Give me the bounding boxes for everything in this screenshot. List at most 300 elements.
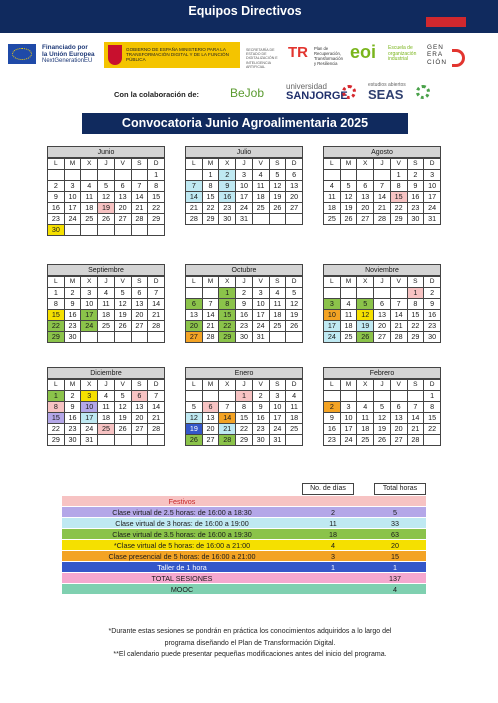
day-cell: 21 (390, 321, 407, 332)
summary-label: *Clase virtual de 5 horas: de 16:00 a 21:00 (113, 541, 251, 550)
day-cell: 24 (81, 321, 98, 332)
day-cell: 24 (269, 424, 286, 435)
bejob-logo: BeJob (230, 86, 265, 100)
collab-label: Con la colaboración de: (114, 90, 200, 99)
day-cell: 10 (81, 402, 98, 413)
summary-row (62, 529, 426, 540)
day-cell: 4 (98, 288, 115, 299)
day-cell: 7 (219, 402, 236, 413)
day-cell: 17 (236, 192, 253, 203)
summary-hours: 33 (391, 519, 399, 528)
empty-cell (202, 288, 219, 299)
day-cell: 22 (48, 424, 65, 435)
weekday-header: D (286, 277, 303, 288)
day-cell: 22 (390, 203, 407, 214)
day-cell: 6 (390, 402, 407, 413)
empty-cell (324, 170, 341, 181)
summary-row (62, 507, 426, 518)
day-cell: 2 (64, 288, 81, 299)
month-name: Agosto (323, 146, 441, 158)
weekday-header: V (114, 380, 131, 391)
summary-hours: 20 (391, 541, 399, 550)
day-cell: 5 (114, 391, 131, 402)
summary-label: Taller de 1 hora (157, 563, 207, 572)
month-noviembre (323, 264, 441, 343)
day-cell: 16 (64, 413, 81, 424)
day-cell: 8 (407, 299, 424, 310)
empty-cell (357, 288, 374, 299)
weekday-header: D (148, 380, 165, 391)
day-cell: 7 (374, 181, 391, 192)
day-cell: 2 (64, 391, 81, 402)
day-cell: 16 (252, 413, 269, 424)
day-cell: 15 (202, 192, 219, 203)
day-cell: 10 (424, 181, 441, 192)
day-cell: 9 (219, 181, 236, 192)
weekday-header: M (340, 277, 357, 288)
empty-cell (374, 170, 391, 181)
weekday-header: X (219, 277, 236, 288)
day-cell: 31 (81, 435, 98, 446)
day-cell: 27 (114, 214, 131, 225)
day-cell: 20 (357, 203, 374, 214)
month-name: Febrero (323, 367, 441, 379)
eoi-logo: eoi (350, 42, 377, 62)
day-cell: 10 (236, 181, 253, 192)
day-cell: 2 (407, 170, 424, 181)
empty-cell (64, 170, 81, 181)
day-cell: 29 (48, 332, 65, 343)
month-name: Junio (47, 146, 165, 158)
day-cell: 22 (424, 424, 441, 435)
footnote-2: programa diseñando el Plan de Transformación Digital. (164, 639, 336, 647)
empty-cell (131, 225, 148, 236)
weekday-header: V (252, 159, 269, 170)
day-cell: 17 (269, 413, 286, 424)
day-cell: 28 (131, 214, 148, 225)
summary-label: Festivos (168, 497, 196, 506)
day-cell: 21 (148, 413, 165, 424)
day-cell: 7 (148, 288, 165, 299)
empty-cell (131, 435, 148, 446)
empty-cell (340, 170, 357, 181)
day-cell: 12 (374, 413, 391, 424)
weekday-header: V (252, 277, 269, 288)
day-cell: 21 (148, 310, 165, 321)
empty-cell (81, 225, 98, 236)
empty-cell (114, 170, 131, 181)
day-cell: 4 (81, 181, 98, 192)
day-cell: 24 (324, 332, 341, 343)
day-cell: 26 (114, 321, 131, 332)
month-julio (185, 146, 303, 225)
day-cell: 20 (202, 424, 219, 435)
generacion-logo: GEN ERA CIÓN (427, 44, 447, 66)
day-cell: 22 (219, 321, 236, 332)
day-cell: 26 (374, 435, 391, 446)
summary-days: 11 (329, 519, 337, 528)
summary-label: MOOC (170, 585, 194, 594)
weekday-header: J (98, 277, 115, 288)
day-cell: 27 (131, 321, 148, 332)
day-cell: 19 (98, 203, 115, 214)
weekday-header: D (424, 277, 441, 288)
day-cell: 27 (286, 203, 303, 214)
day-cell: 6 (114, 181, 131, 192)
day-cell: 3 (340, 402, 357, 413)
day-cell: 17 (252, 310, 269, 321)
weekday-header: L (324, 159, 341, 170)
day-cell: 8 (48, 402, 65, 413)
day-cell: 3 (236, 170, 253, 181)
day-cell: 28 (186, 214, 203, 225)
day-cell: 5 (374, 402, 391, 413)
day-cell: 27 (202, 435, 219, 446)
day-cell: 31 (424, 214, 441, 225)
day-cell: 28 (219, 435, 236, 446)
day-cell: 10 (340, 413, 357, 424)
day-cell: 18 (357, 424, 374, 435)
day-cell: 29 (48, 435, 65, 446)
weekday-header: D (148, 159, 165, 170)
day-cell: 26 (114, 424, 131, 435)
empty-cell (81, 170, 98, 181)
day-cell: 3 (81, 288, 98, 299)
day-cell: 19 (374, 424, 391, 435)
day-cell: 29 (390, 214, 407, 225)
weekday-header: X (357, 277, 374, 288)
day-cell: 8 (424, 402, 441, 413)
day-cell: 30 (236, 332, 253, 343)
day-cell: 12 (269, 181, 286, 192)
empty-cell (64, 225, 81, 236)
eu-logo-text: Financiado por la Unión Europea NextGenerationEU (42, 44, 95, 64)
empty-cell (424, 435, 441, 446)
col-days-header: No. de días (302, 483, 354, 495)
day-cell: 9 (407, 181, 424, 192)
weekday-header: M (64, 277, 81, 288)
day-cell: 5 (98, 181, 115, 192)
day-cell: 1 (48, 391, 65, 402)
day-cell: 29 (219, 332, 236, 343)
day-cell: 25 (357, 435, 374, 446)
day-cell: 20 (131, 413, 148, 424)
footnotes (70, 626, 430, 661)
day-cell: 17 (424, 192, 441, 203)
weekday-header: S (407, 380, 424, 391)
sanjorge-logo: universidad SANJORGE (286, 82, 348, 102)
empty-cell (357, 170, 374, 181)
weekday-header: V (114, 277, 131, 288)
day-cell: 6 (131, 391, 148, 402)
day-cell: 13 (202, 413, 219, 424)
day-cell: 15 (236, 413, 253, 424)
day-cell: 26 (269, 203, 286, 214)
day-cell: 14 (374, 192, 391, 203)
day-cell: 9 (64, 402, 81, 413)
weekday-header: M (64, 159, 81, 170)
weekday-header: D (148, 277, 165, 288)
day-cell: 8 (48, 299, 65, 310)
day-cell: 1 (148, 170, 165, 181)
day-cell: 17 (64, 203, 81, 214)
col-hours-header: Total horas (374, 483, 426, 495)
empty-cell (114, 225, 131, 236)
day-cell: 14 (131, 192, 148, 203)
month-diciembre (47, 367, 165, 446)
day-cell: 8 (148, 181, 165, 192)
weekday-header: X (357, 159, 374, 170)
seas-logo: estudios abiertos SEAS (368, 82, 406, 102)
day-cell: 13 (390, 413, 407, 424)
weekday-header: X (81, 159, 98, 170)
month-junio (47, 146, 165, 236)
day-cell: 27 (186, 332, 203, 343)
weekday-header: D (286, 159, 303, 170)
empty-cell (114, 332, 131, 343)
summary-hours: 4 (393, 585, 397, 594)
day-cell: 20 (131, 310, 148, 321)
weekday-header: M (340, 380, 357, 391)
empty-cell (269, 214, 286, 225)
day-cell: 3 (64, 181, 81, 192)
empty-cell (286, 435, 303, 446)
day-cell: 7 (131, 181, 148, 192)
weekday-header: J (374, 380, 391, 391)
empty-cell (286, 214, 303, 225)
weekday-header: X (219, 159, 236, 170)
day-cell: 30 (48, 225, 65, 236)
weekday-header: J (236, 159, 253, 170)
day-cell: 15 (407, 310, 424, 321)
summary-hours: 1 (393, 563, 397, 572)
day-cell: 25 (286, 424, 303, 435)
day-cell: 13 (286, 181, 303, 192)
day-cell: 23 (219, 203, 236, 214)
day-cell: 28 (202, 332, 219, 343)
weekday-header: X (219, 380, 236, 391)
tr-logo-text: Plan de Recuperación, Transformación y Resiliencia (314, 46, 343, 66)
weekday-header: L (186, 380, 203, 391)
day-cell: 19 (114, 413, 131, 424)
day-cell: 3 (424, 170, 441, 181)
weekday-header: X (81, 380, 98, 391)
day-cell: 1 (48, 288, 65, 299)
empty-cell (324, 288, 341, 299)
summary-label: Clase virtual de 3 horas: de 16:00 a 19:00 (115, 519, 249, 528)
day-cell: 12 (340, 192, 357, 203)
day-cell: 8 (236, 402, 253, 413)
red-flag-decoration (426, 17, 466, 27)
day-cell: 20 (374, 321, 391, 332)
page-title: Equipos Directivos (188, 4, 302, 18)
weekday-header: J (374, 159, 391, 170)
day-cell: 4 (286, 391, 303, 402)
day-cell: 2 (252, 391, 269, 402)
day-cell: 5 (186, 402, 203, 413)
day-cell: 6 (186, 299, 203, 310)
day-cell: 17 (81, 310, 98, 321)
day-cell: 25 (98, 321, 115, 332)
day-cell: 4 (357, 402, 374, 413)
day-cell: 16 (236, 310, 253, 321)
empty-cell (131, 170, 148, 181)
sponsor-logos (0, 38, 498, 74)
empty-cell (148, 225, 165, 236)
empty-cell (390, 288, 407, 299)
day-cell: 22 (202, 203, 219, 214)
gobierno-logo: GOBIERNO DE ESPAÑA MINISTERIO PARA LA TRANSFORMACIÓN DIGITAL Y DE LA FUNCIÓN PÚBLICA (104, 42, 240, 68)
month-name: Enero (185, 367, 303, 379)
day-cell: 5 (269, 170, 286, 181)
day-cell: 2 (236, 288, 253, 299)
summary-row (62, 551, 426, 562)
day-cell: 4 (269, 288, 286, 299)
day-cell: 18 (252, 192, 269, 203)
day-cell: 22 (407, 321, 424, 332)
collaborators (0, 82, 498, 106)
summary-days: 18 (329, 530, 337, 539)
summary-row (62, 584, 426, 595)
day-cell: 15 (390, 192, 407, 203)
day-cell: 18 (324, 203, 341, 214)
day-cell: 4 (252, 170, 269, 181)
summary-label: Clase virtual de 2.5 horas: de 16:00 a 18:30 (112, 508, 252, 517)
day-cell: 24 (252, 321, 269, 332)
day-cell: 23 (324, 435, 341, 446)
day-cell: 16 (64, 310, 81, 321)
empty-cell (390, 391, 407, 402)
header-bar (0, 0, 498, 33)
day-cell: 28 (148, 321, 165, 332)
day-cell: 9 (424, 299, 441, 310)
spain-shield-icon (108, 45, 122, 65)
day-cell: 12 (98, 192, 115, 203)
empty-cell (131, 332, 148, 343)
day-cell: 23 (407, 203, 424, 214)
day-cell: 25 (98, 424, 115, 435)
weekday-header: S (269, 159, 286, 170)
day-cell: 13 (114, 192, 131, 203)
weekday-header: X (357, 380, 374, 391)
weekday-header: V (390, 380, 407, 391)
empty-cell (357, 391, 374, 402)
summary-days: 1 (331, 563, 335, 572)
day-cell: 2 (424, 288, 441, 299)
day-cell: 6 (286, 170, 303, 181)
day-cell: 14 (407, 413, 424, 424)
day-cell: 28 (407, 435, 424, 446)
day-cell: 17 (340, 424, 357, 435)
weekday-header: L (48, 380, 65, 391)
day-cell: 5 (286, 288, 303, 299)
day-cell: 10 (324, 310, 341, 321)
month-name: Julio (185, 146, 303, 158)
summary-days: 2 (331, 508, 335, 517)
day-cell: 21 (219, 424, 236, 435)
day-cell: 24 (81, 424, 98, 435)
day-cell: 24 (64, 214, 81, 225)
day-cell: 7 (202, 299, 219, 310)
day-cell: 16 (424, 310, 441, 321)
weekday-header: S (131, 380, 148, 391)
summary-row (62, 540, 426, 551)
day-cell: 30 (407, 214, 424, 225)
day-cell: 4 (340, 299, 357, 310)
day-cell: 17 (81, 413, 98, 424)
day-cell: 27 (390, 435, 407, 446)
footnote-1: *Durante estas sesiones se pondrán en práctica los conocimientos adquiridos a lo largo del (108, 628, 392, 635)
day-cell: 12 (186, 413, 203, 424)
summary-row (62, 573, 426, 584)
empty-cell (98, 225, 115, 236)
empty-cell (98, 170, 115, 181)
day-cell: 12 (114, 299, 131, 310)
day-cell: 11 (286, 402, 303, 413)
day-cell: 11 (324, 192, 341, 203)
weekday-header: D (424, 159, 441, 170)
day-cell: 13 (186, 310, 203, 321)
weekday-header: L (186, 159, 203, 170)
day-cell: 27 (374, 332, 391, 343)
day-cell: 25 (252, 203, 269, 214)
day-cell: 15 (48, 413, 65, 424)
day-cell: 9 (64, 299, 81, 310)
empty-cell (374, 288, 391, 299)
tr-logo: TR (288, 44, 308, 61)
empty-cell (81, 332, 98, 343)
summary-label: TOTAL SESIONES (151, 574, 213, 583)
day-cell: 8 (390, 181, 407, 192)
day-cell: 31 (236, 214, 253, 225)
weekday-header: V (390, 159, 407, 170)
summary-hours: 5 (393, 508, 397, 517)
day-cell: 8 (202, 181, 219, 192)
weekday-header: J (98, 380, 115, 391)
day-cell: 9 (252, 402, 269, 413)
day-cell: 2 (219, 170, 236, 181)
day-cell: 25 (340, 332, 357, 343)
day-cell: 22 (48, 321, 65, 332)
day-cell: 20 (286, 192, 303, 203)
day-cell: 11 (357, 413, 374, 424)
weekday-header: S (407, 159, 424, 170)
day-cell: 11 (98, 402, 115, 413)
day-cell: 10 (81, 299, 98, 310)
month-agosto (323, 146, 441, 225)
day-cell: 8 (219, 299, 236, 310)
weekday-header: M (202, 277, 219, 288)
weekday-header: D (286, 380, 303, 391)
day-cell: 14 (186, 192, 203, 203)
day-cell: 16 (407, 192, 424, 203)
day-cell: 25 (269, 321, 286, 332)
day-cell: 31 (252, 332, 269, 343)
weekday-header: L (48, 159, 65, 170)
day-cell: 20 (390, 424, 407, 435)
day-cell: 19 (186, 424, 203, 435)
secretaria-logo: SECRETARÍA DE ESTADO DE DIGITALIZACIÓN E INTELIGENCIA ARTIFICIAL (246, 48, 278, 69)
day-cell: 3 (81, 391, 98, 402)
day-cell: 16 (324, 424, 341, 435)
day-cell: 18 (98, 310, 115, 321)
day-cell: 26 (357, 332, 374, 343)
weekday-header: J (98, 159, 115, 170)
weekday-header: L (324, 277, 341, 288)
month-septiembre (47, 264, 165, 343)
day-cell: 3 (269, 391, 286, 402)
weekday-header: L (48, 277, 65, 288)
